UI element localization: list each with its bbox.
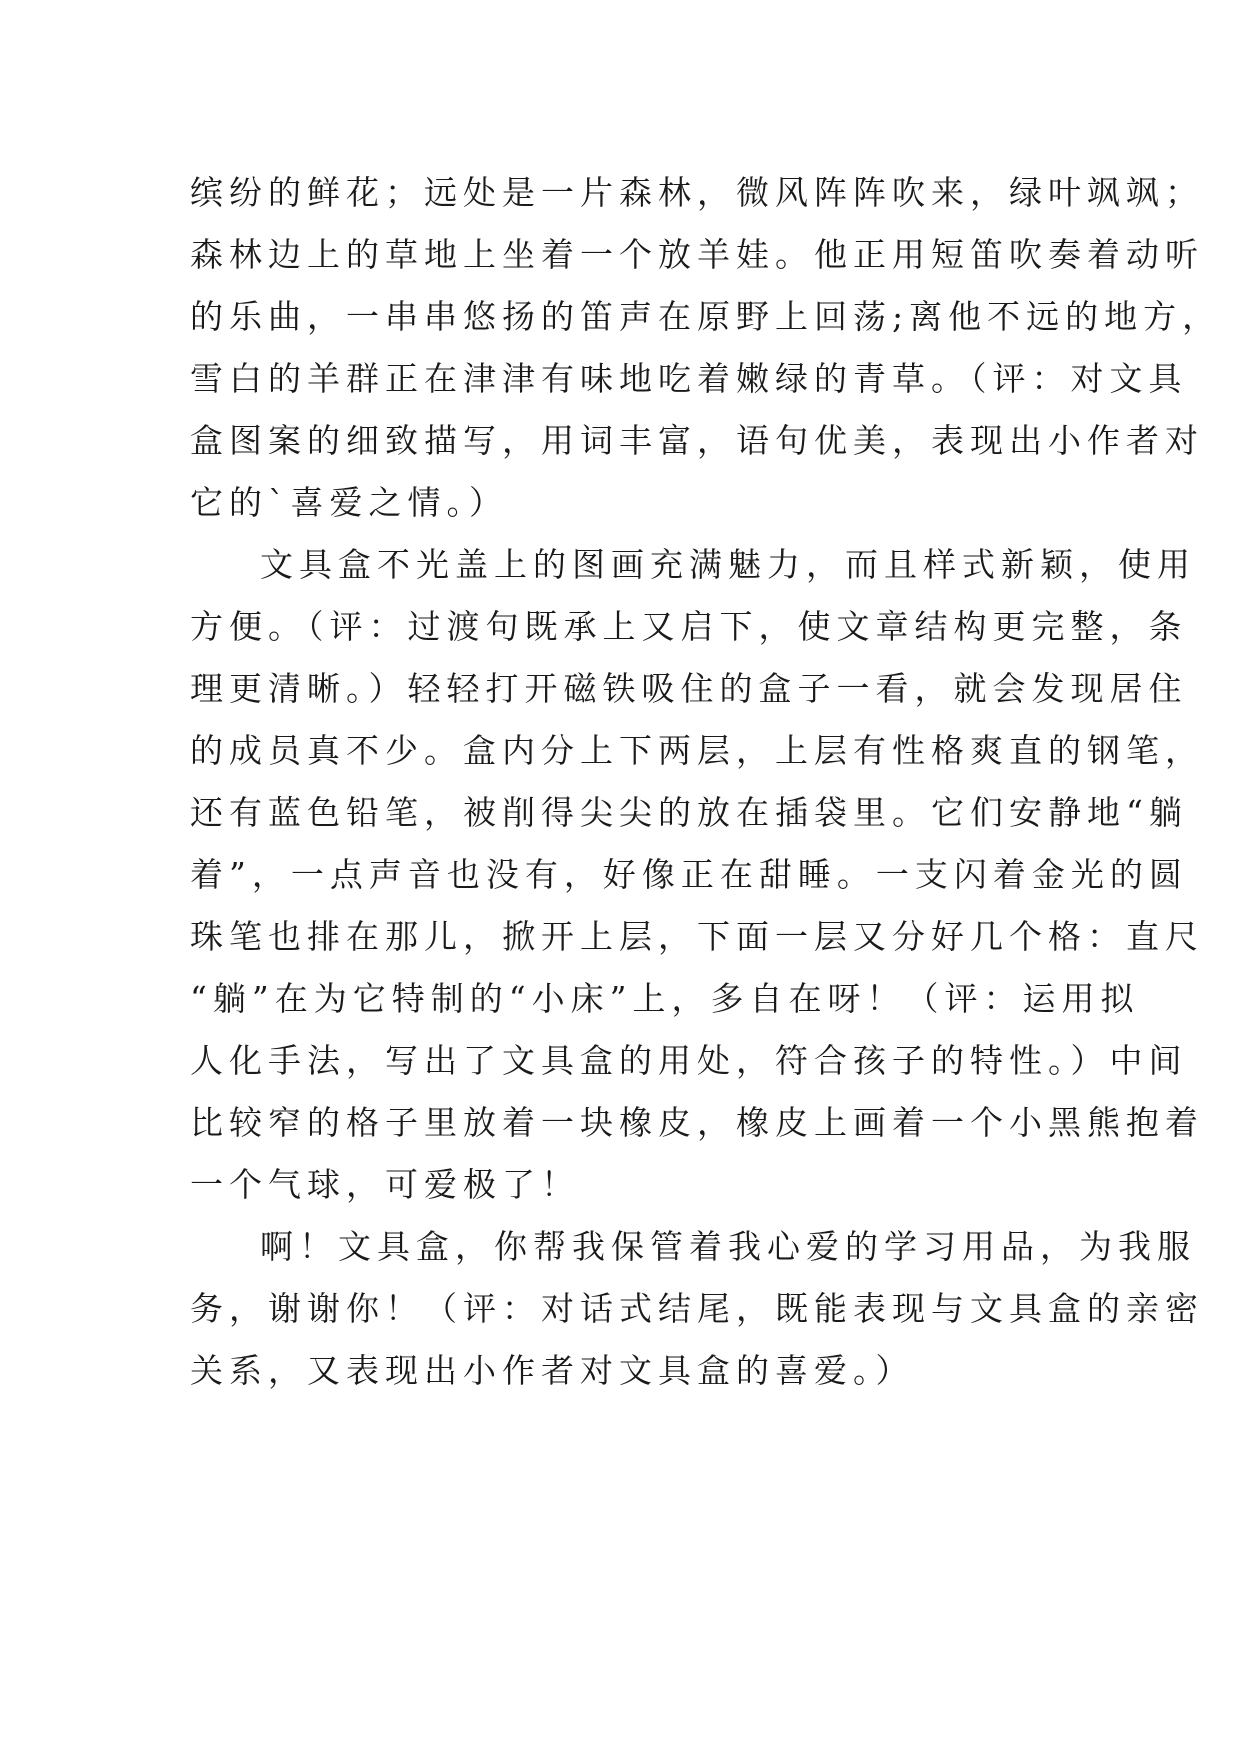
text-line: 雪白的羊群正在津津有味地吃着嫩绿的青草。（评：对文具 [190,359,1188,398]
text-line: 比较窄的格子里放着一块橡皮，橡皮上画着一个小黑熊抱着 [190,1103,1204,1142]
text-line: 的乐曲，一串串悠扬的笛声在原野上回荡;离他不远的地方， [190,297,1222,336]
text-line: 人化手法，写出了文具盒的用处，符合孩子的特性。）中间 [190,1041,1188,1080]
paragraph-2 [190,534,1204,1216]
text-line: 关系，又表现出小作者对文具盒的喜爱。） [190,1351,915,1390]
text-line: 务，谢谢你！（评：对话式结尾，既能表现与文具盒的亲密 [190,1289,1204,1328]
text-line: 还有蓝色铅笔，被削得尖尖的放在插袋里。它们安静地“躺 [190,793,1188,832]
text-line: 着”，一点声音也没有，好像正在甜睡。一支闪着金光的圆 [190,855,1188,894]
text-line: 盒图案的细致描写，用词丰富，语句优美，表现出小作者对 [190,421,1204,460]
text-line: 的成员真不少。盒内分上下两层，上层有性格爽直的钢笔， [190,731,1204,770]
paragraph-1 [190,162,1222,534]
text-line: 理更清晰。）轻轻打开磁铁吸住的盒子一看，就会发现居住 [190,669,1188,708]
text-line: 文具盒不光盖上的图画充满魅力，而且样式新颖，使用 [260,545,1196,584]
text-line: 方便。（评：过渡句既承上又启下，使文章结构更完整，条 [190,607,1188,646]
text-line: 它的`喜爱之情。） [190,483,508,522]
text-line: 森林边上的草地上坐着一个放羊娃。他正用短笛吹奏着动听 [190,235,1204,274]
text-line: 缤纷的鲜花；远处是一片森林，微风阵阵吹来，绿叶飒飒； [190,173,1204,212]
text-line: “躺”在为它特制的“小床”上，多自在呀！（评：运用拟 [190,979,1140,1018]
text-line: 珠笔也排在那儿，掀开上层，下面一层又分好几个格：直尺 [190,917,1204,956]
essay-body [190,162,1222,1402]
paragraph-3 [190,1216,1204,1402]
text-line: 一个气球，可爱极了！ [190,1165,580,1204]
text-line: 啊！文具盒，你帮我保管着我心爱的学习用品，为我服 [260,1227,1196,1266]
